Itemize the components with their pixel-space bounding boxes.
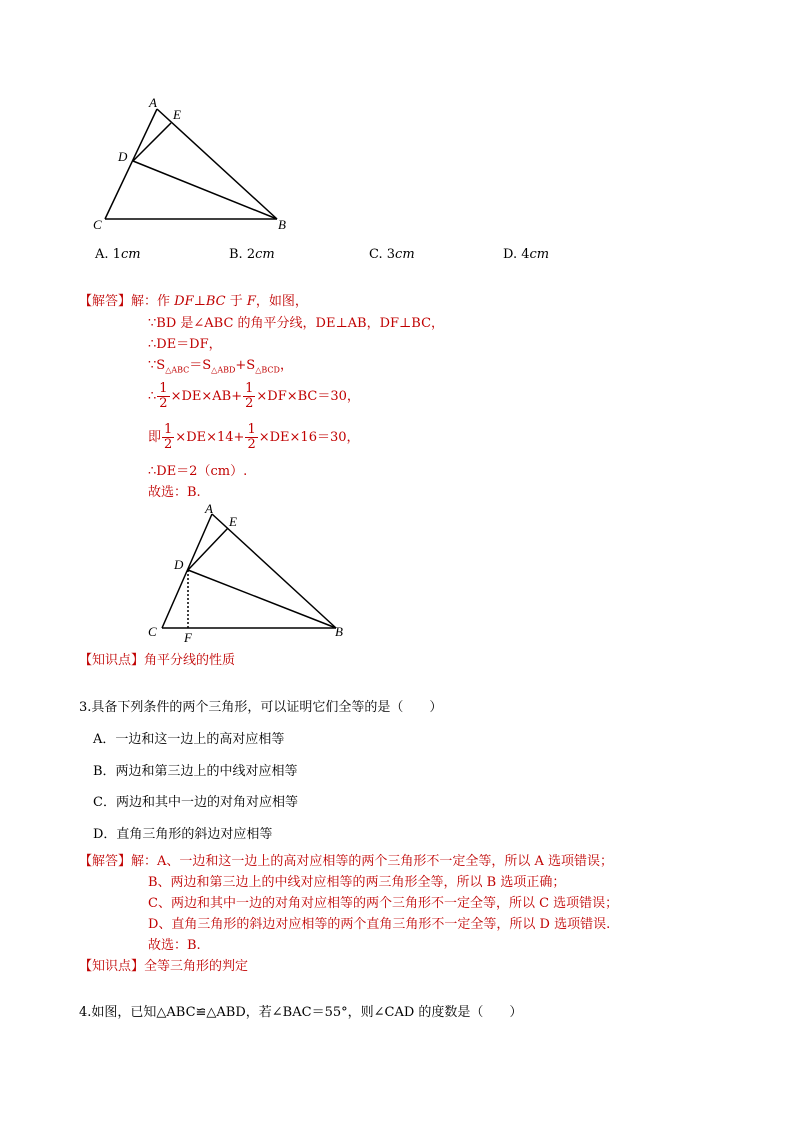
fig2-label-d: D — [174, 557, 184, 572]
fig1-label-d: D — [118, 149, 128, 164]
solution-line-2: ∵BD 是∠ABC 的角平分线，DE⊥AB，DF⊥BC， — [148, 316, 445, 331]
q3-option-b: B．两边和第三边上的中线对应相等 — [93, 764, 298, 779]
triangle-figure-1 — [85, 95, 300, 235]
solution-line-4: $\because S_{\triangle ABC}=S_{\triangle ABD}+S_{\triangle BCD}$， — [148, 358, 293, 375]
knowledge-point-2: 【知识点】角平分线的性质 — [79, 653, 236, 668]
solution-line-5: ∴ $\frac{1}{2}$ ×DE×AB+ $\frac{1}{2}$ ×DF×BC＝30， — [148, 381, 360, 411]
fig2-label-f: F — [184, 630, 192, 645]
solution-line-6: 即 $\frac{1}{2}$ ×DE×14+ $\frac{1}{2}$ ×DE×16＝30， — [148, 422, 360, 452]
fig1-label-a: A — [149, 95, 157, 110]
q3-option-d: D．直角三角形的斜边对应相等 — [93, 827, 273, 842]
option-d: D. 4cm — [503, 247, 550, 262]
solution-3-tag: 【解答】 — [79, 854, 132, 869]
option-b: B. 2cm — [229, 247, 275, 262]
solution-line-8: 故选：B. — [148, 485, 201, 500]
option-a: A. 1cm — [95, 247, 141, 262]
solution-line-7: ∴DE＝2（cm）. — [148, 464, 248, 479]
solution-tag: 【解答】 — [79, 294, 132, 309]
q3-option-c: C．两边和其中一边的对角对应相等 — [93, 795, 298, 810]
knowledge-point-3: 【知识点】全等三角形的判定 — [79, 959, 249, 974]
fig2-label-c: C — [148, 624, 157, 639]
fig1-label-c: C — [93, 217, 102, 232]
q3-option-a: A．一边和这一边上的高对应相等 — [93, 732, 285, 747]
fig2-label-e: E — [229, 514, 237, 529]
fig2-label-a: A — [205, 501, 213, 516]
triangle-figure-2 — [140, 500, 360, 648]
question-4-stem: 4.如图，已知△ABC≌△ABD，若∠BAC＝55°，则∠CAD 的度数是（ ） — [79, 1005, 523, 1020]
fig2-label-b: B — [335, 624, 343, 639]
option-c: C. 3cm — [369, 247, 415, 262]
fig1-label-b: B — [278, 217, 286, 232]
solution-line-3: ∴DE＝DF， — [148, 337, 222, 352]
question-3-stem: 3.具备下列条件的两个三角形，可以证明它们全等的是（ ） — [79, 700, 443, 715]
fig1-label-e: E — [173, 107, 181, 122]
